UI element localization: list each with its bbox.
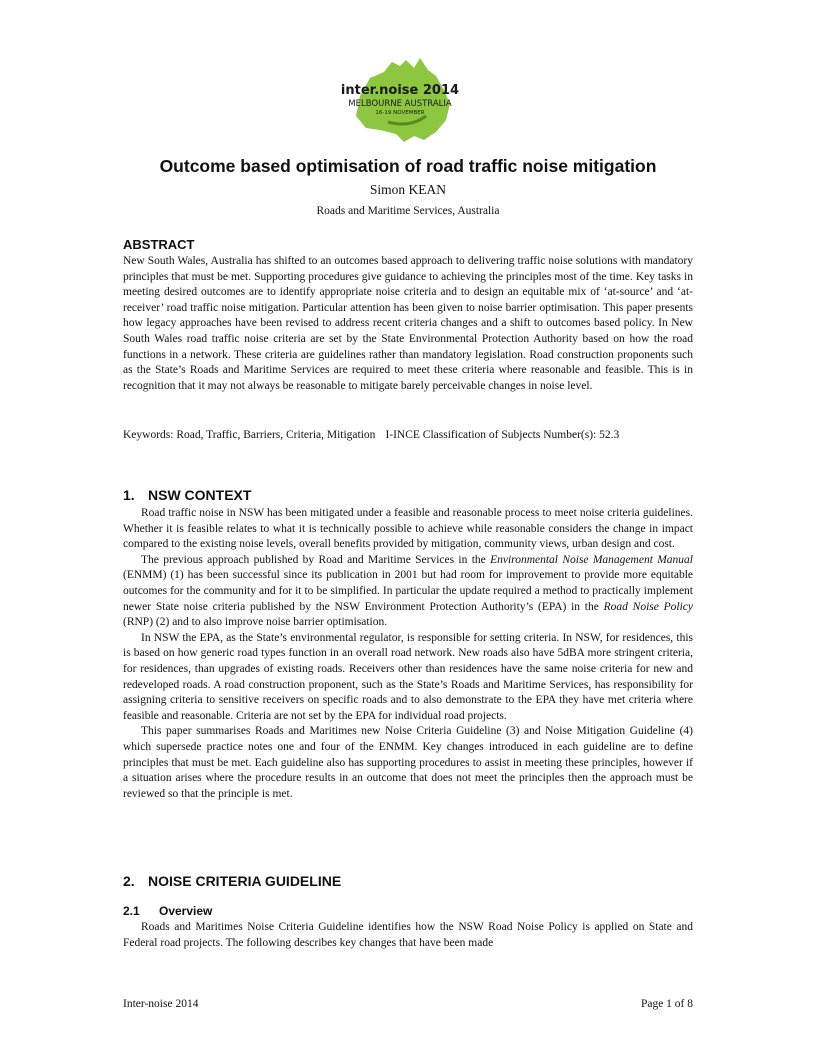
paper-title: Outcome based optimisation of road traffic noise mitigation xyxy=(159,156,657,176)
subsection-2-1-body xyxy=(123,920,693,951)
keywords-line xyxy=(123,429,693,441)
footer-conference: Inter-noise 2014 xyxy=(123,998,199,1010)
paragraph: In NSW the EPA, as the State’s environmental regulator, is responsible for setting criteria. In NSW, for residences, this is based on how generic road types function in an overall road network. New roads also have 5dBA more stringent criteria, for residences, than upgrades of existing roads. Receivers other than residences have the same noise criteria for new and redeveloped roads. A road construction proponent, such as the State’s Roads and Maritime Services, has responsibility for assigning criteria to sensitive receivers on specific roads and to also demonstrate to the EPA they have met criteria where feasible and reasonable. Criteria are not set by the EPA for individual road projects. xyxy=(123,631,693,722)
author-name: Simon KEAN xyxy=(369,182,447,197)
section-2-title: NOISE CRITERIA GUIDELINE xyxy=(148,873,342,889)
publication-title: Road Noise Policy xyxy=(603,600,693,613)
paragraph-text: The previous approach published by Road and Maritime Services in the xyxy=(141,553,491,566)
paragraph-text: (ENMM) (1) has been successful since its publication in 2001 but had room for improvement to provide more equitable outcomes for the community and for it to be simplified. In particular the update required a method to practically implement newer State noise criteria published by the NSW Environment Protection Authority’s (EPA) in the xyxy=(123,569,693,613)
author-affiliation: Roads and Maritime Services, Australia xyxy=(316,205,500,217)
australia-map-icon xyxy=(340,56,460,148)
section-2-heading xyxy=(123,873,693,889)
paragraph: This paper summarises Roads and Maritimes new Noise Criteria Guideline (3) and Noise Mitigation Guideline (4) which supersede practice notes one and four of the ENMM. Key changes introduced in each guideline are to define principles that must be met. Each guideline also has supporting procedures to assist in meeting these principles, however if a situation arises where the procedure results in an outcome that does not meet the principles then the approach must be reviewed so that the principle is met. xyxy=(123,725,693,800)
section-1-title: NSW CONTEXT xyxy=(148,487,252,503)
paragraph-text: (RNP) (2) and to also improve noise barrier optimisation. xyxy=(123,616,388,629)
publication-title: Environmental Noise Management Manual xyxy=(490,553,693,566)
subsection-title: Overview xyxy=(159,904,213,918)
section-1-number: 1. xyxy=(123,487,135,503)
page-footer xyxy=(123,998,693,1010)
paragraph: Road traffic noise in NSW has been mitigated under a feasible and reasonable process to meet noise criteria guidelines. Whether it is feasible relates to what it is technically possible to achieve while reasonable considers the change in impact compared to the existing noise levels, overall benefits provided by mitigation, community views, urban design and cost. xyxy=(123,507,693,551)
page-number: Page 1 of 8 xyxy=(640,998,693,1010)
abstract-text: New South Wales, Australia has shifted to an outcomes based approach to delivering traffic noise solutions with mandatory principles that must be met. Supporting procedures give guidance to achieving the principles most of the time. Key tasks in meeting desired outcomes are to identify appropriate noise criteria and to design an equitable mix of ‘at-source’ and ‘at-receiver’ road traffic noise mitigation. Particular attention has been given to noise barrier optimisation. This paper presents how legacy approaches have been revised to address recent criteria changes and a shift to outcomes based policy. In New South Wales road traffic noise criteria are set by the State Environmental Protection Authority based on how the road functions in a network. These criteria are guidelines rather than mandatory legislation. Road construction proponents such as the State’s Roads and Maritime Services are required to meet these criteria where reasonable and feasible. This is in recognition that it may not always be reasonable to mitigate barely perceivable changes in noise level. xyxy=(123,255,693,392)
section-2-number: 2. xyxy=(123,873,135,889)
logo-location: MELBOURNE AUSTRALIA xyxy=(348,99,452,109)
classification-number: I-INCE Classification of Subjects Number(s): 52.3 xyxy=(385,429,620,441)
keywords-list: Keywords: Road, Traffic, Barriers, Criteria, Mitigation xyxy=(123,429,376,441)
subsection-number: 2.1 xyxy=(123,904,140,918)
subsection-2-1-heading xyxy=(123,904,693,918)
paragraph xyxy=(123,553,693,631)
section-1-heading xyxy=(123,487,693,503)
conference-logo xyxy=(340,56,460,148)
abstract-heading: ABSTRACT xyxy=(123,237,195,252)
logo-dates: 16-19 NOVEMBER xyxy=(375,110,425,116)
section-1-body xyxy=(123,506,693,802)
logo-title: inter.noise 2014 xyxy=(340,83,460,98)
paragraph: Roads and Maritimes Noise Criteria Guideline identifies how the NSW Road Noise Policy is applied on State and Federal road projects. The following describes key changes that have been made xyxy=(123,921,693,949)
abstract-body xyxy=(123,254,693,394)
